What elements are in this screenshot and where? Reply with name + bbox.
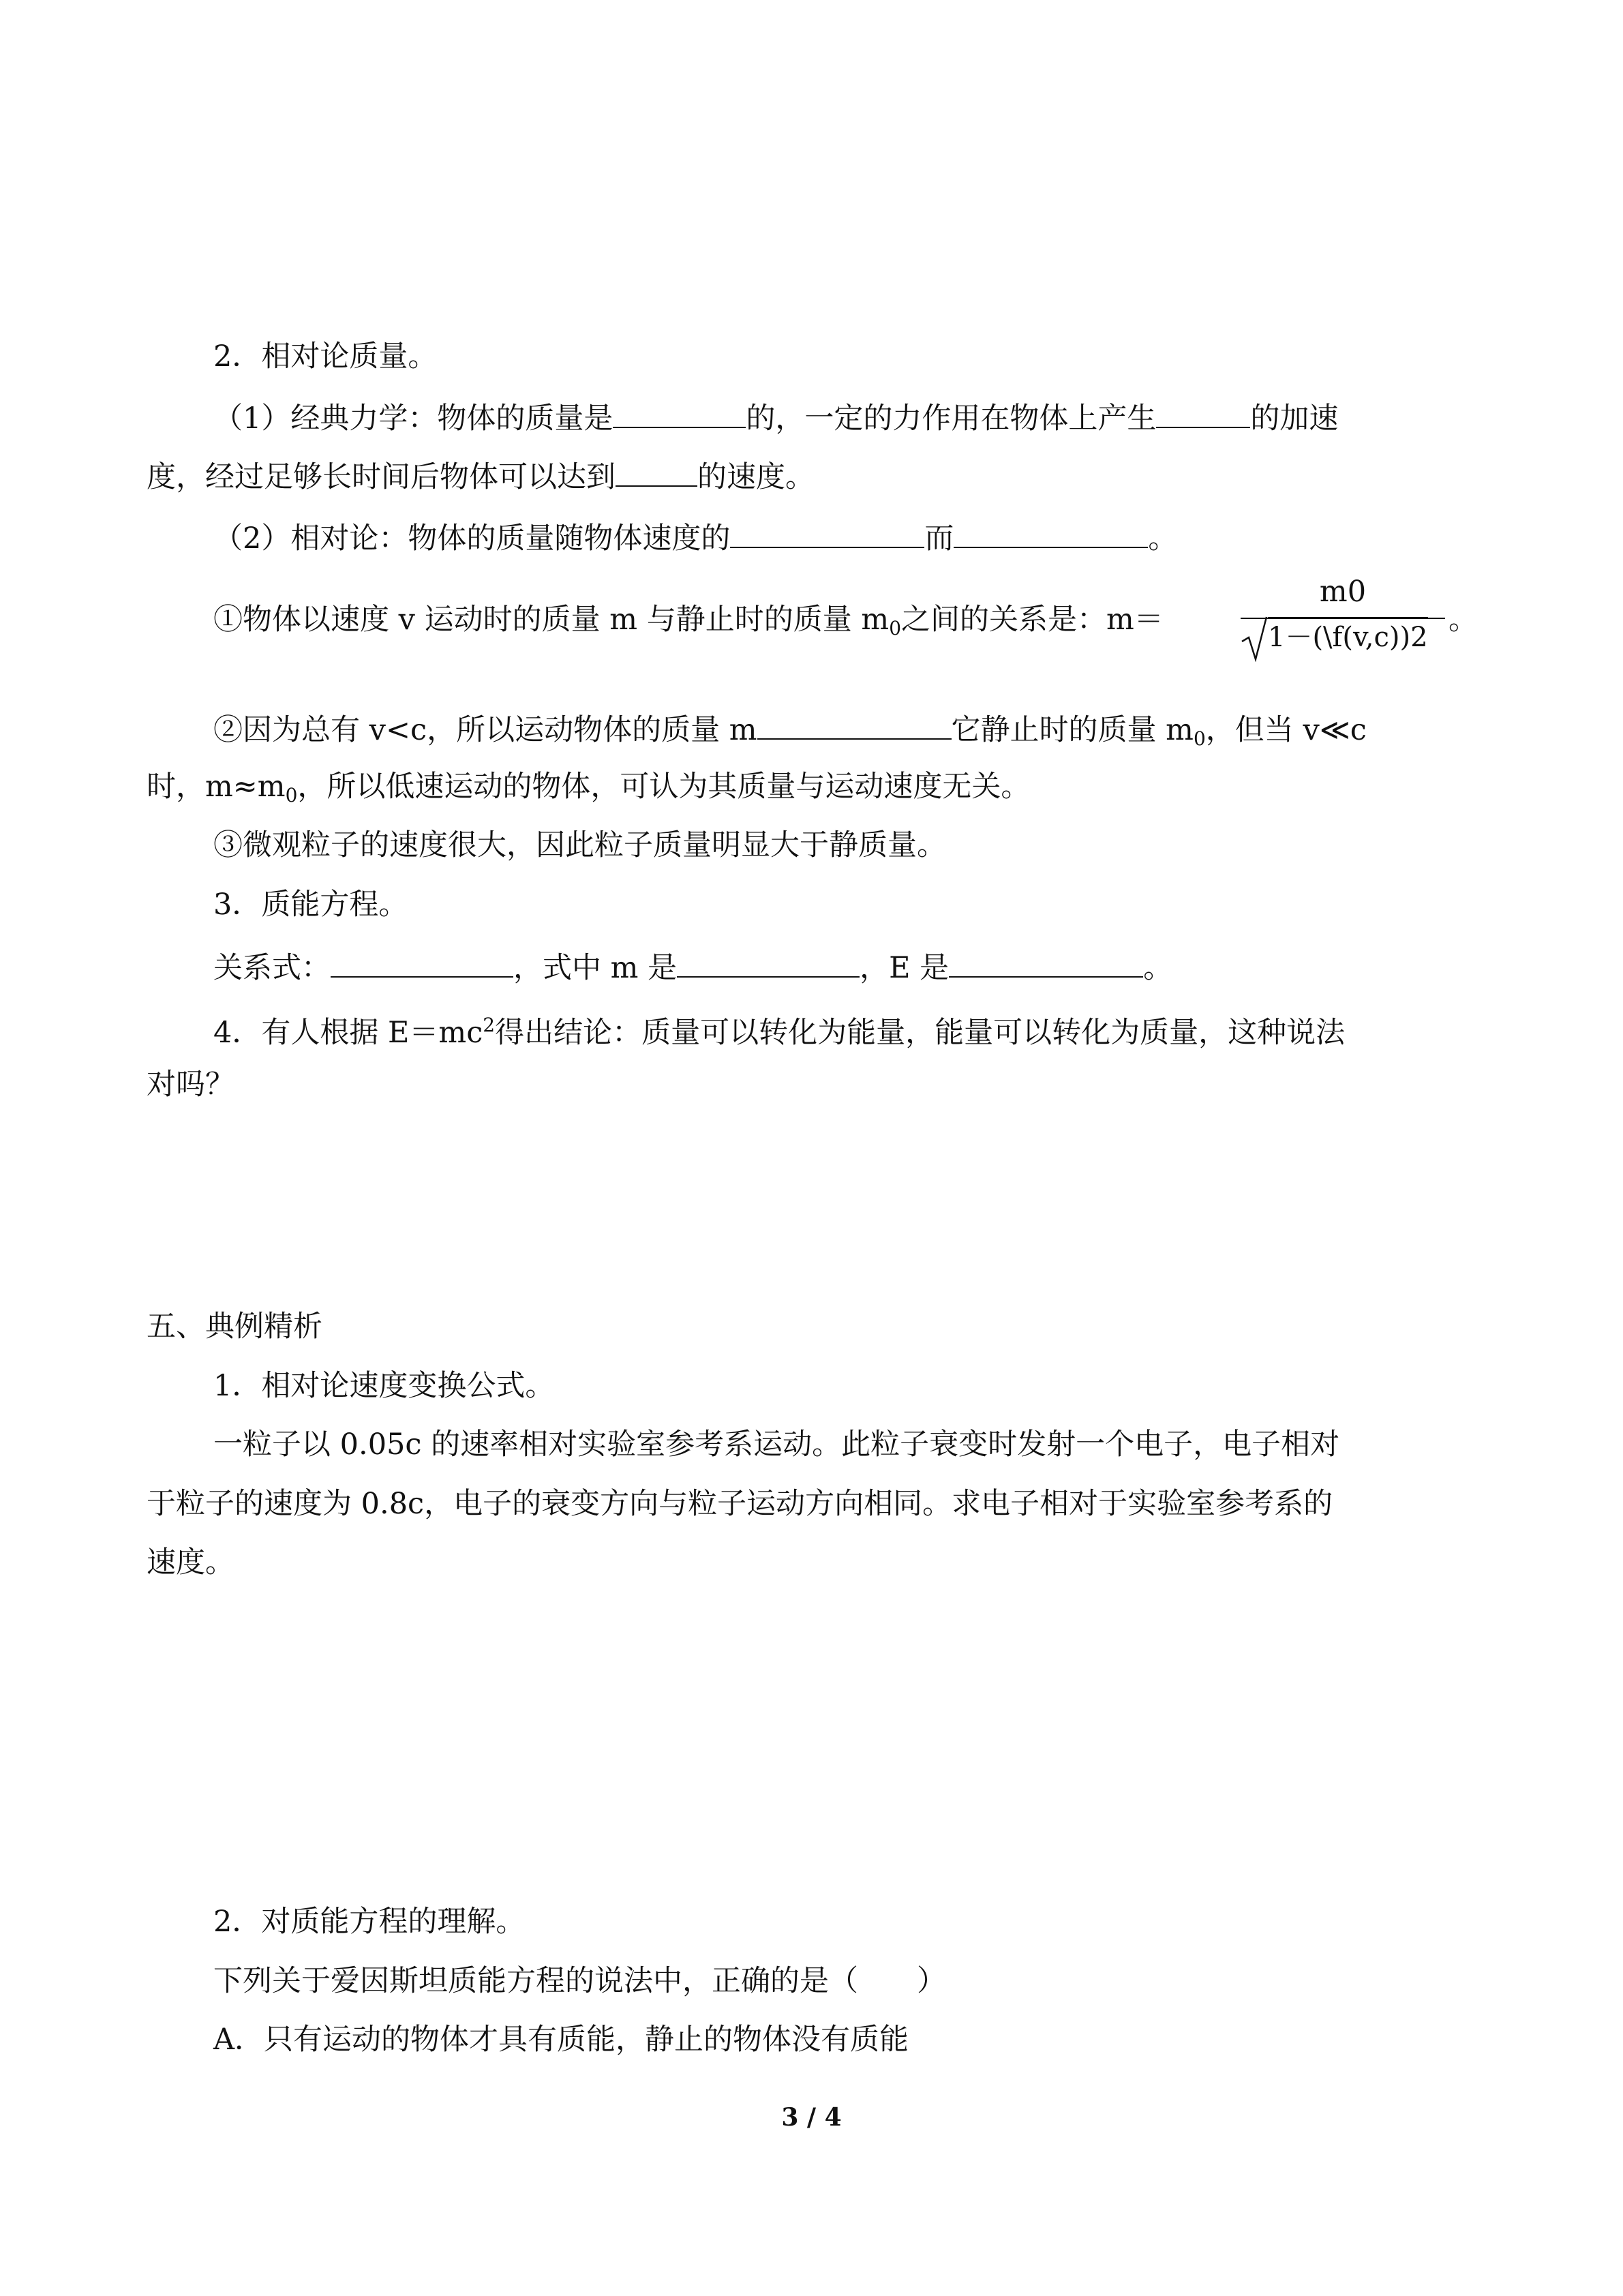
sqrt-radical-icon [1241,614,1268,662]
section-heading-relativistic-mass: 2．相对论质量。 [213,339,438,374]
question-4: 4．有人根据 $E=mc^2$得出结论：质量可以转化为能量，能量可以转化为质量，这种说法 [213,1014,1346,1050]
fill-blank[interactable] [677,945,860,978]
paragraph-classical-mechanics-cont: 度，经过足够长时间后物体可以达到 的速度。 [147,454,815,498]
mass-velocity-relation: ①物体以速度 v 运动时的质量 m 与静止时的质量 $m_0$之间的关系是：m＝ [213,603,1164,639]
example-2-option-a: A．只有运动的物体才具有质能，静止的物体没有质能 [213,2023,909,2057]
formula-denominator: 1－(\f(v,c))2 [1268,617,1428,656]
fill-blank[interactable] [954,515,1148,548]
paragraph-relativity: （2）相对论：物体的质量随物体速度的 而 。 [213,515,1177,559]
fill-blank[interactable] [1156,395,1250,428]
example-1-heading: 1．相对论速度变换公式。 [213,1369,555,1403]
fill-blank[interactable] [949,945,1143,978]
example-1-text-cont: 于粒子的速度为 0.8c，电子的衰变方向与粒子运动方向相同。求电子相对于实验室参考系的 [147,1487,1333,1521]
page-number: 3 / 4 [781,2103,842,2132]
formula-numerator: m0 [1319,575,1367,609]
fill-blank[interactable] [616,454,697,487]
formula-end-punct: 。 [1448,603,1478,637]
fill-blank[interactable] [613,395,746,428]
mass-comparison: ②因为总有 v<c，所以运动物体的质量 m 它静止时的质量 $m_0$，但当 v≪c [213,707,1367,759]
example-1-text: 一粒子以 0.05c 的速率相对实验室参考系运动。此粒子衰变时发射一个电子，电子相对 [213,1428,1340,1462]
mass-formula-fraction [1241,575,1452,663]
section-heading-mass-energy: 3．质能方程。 [213,888,408,922]
question-4-cont: 对吗？ [147,1068,234,1102]
micro-particles-note: ③微观粒子的速度很大，因此粒子质量明显大于静质量。 [213,828,946,862]
example-2-stem: 下列关于爱因斯坦质能方程的说法中，正确的是（ ） [213,1964,946,1998]
fill-blank[interactable] [730,515,924,548]
mass-energy-relation: 关系式： ，式中 m 是 ，E 是 。 [213,945,1172,988]
mass-comparison-cont: 时，$m\approx m_0$，所以低速运动的物体，可认为其质量与运动速度无关。 [147,770,1031,806]
paragraph-classical-mechanics: （1）经典力学：物体的质量是 的，一定的力作用在物体上产生 的加速 [213,395,1338,439]
part-title-examples: 五、典例精析 [147,1310,322,1344]
example-1-text-end: 速度。 [147,1545,234,1580]
example-2-heading: 2．对质能方程的理解。 [213,1905,526,1939]
fill-blank[interactable] [757,707,952,740]
fill-blank[interactable] [331,945,513,978]
